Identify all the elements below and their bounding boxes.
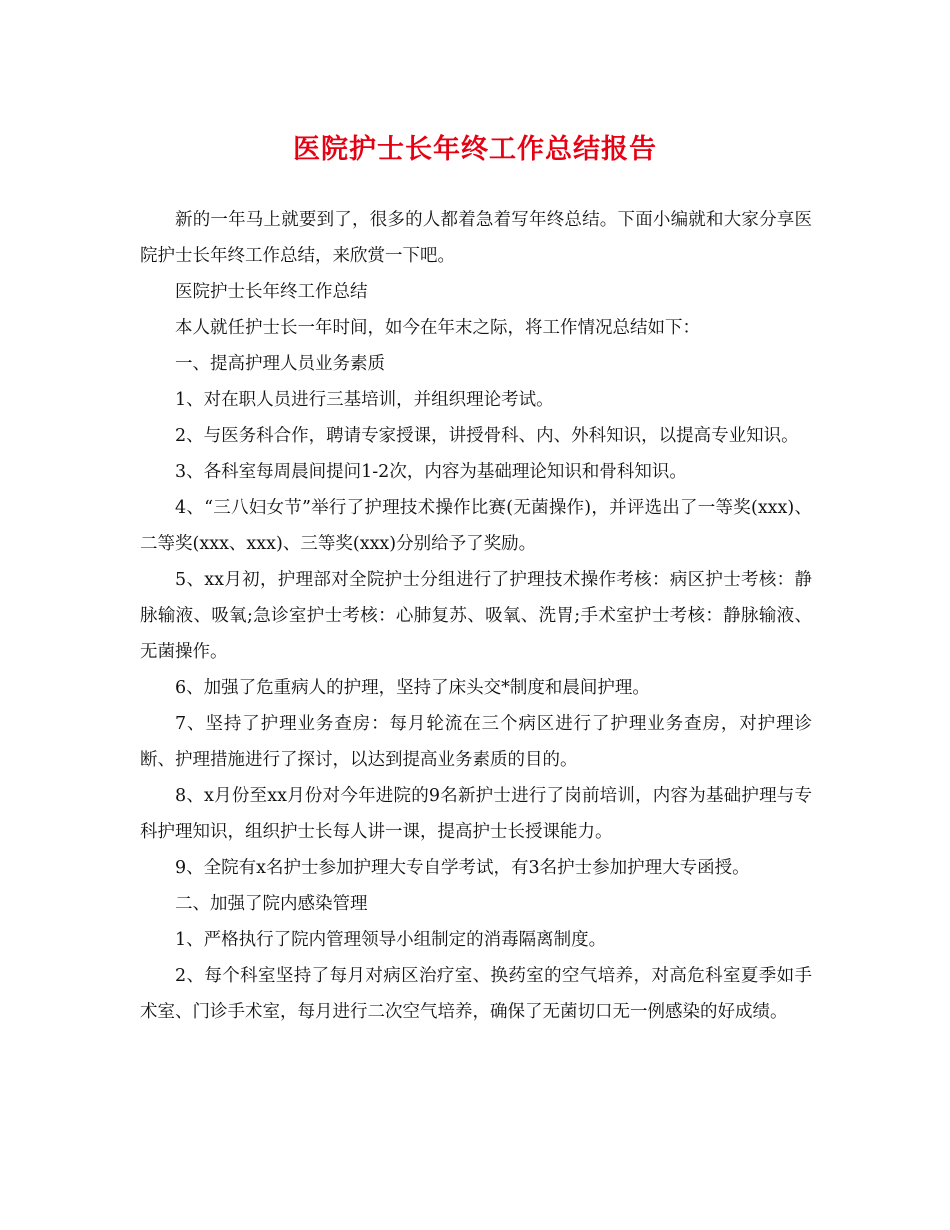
- paragraph-opening: 本人就任护士长一年时间，如今在年末之际，将工作情况总结如下：: [175, 318, 700, 338]
- list-item: 2、与医务科合作，聘请专家授课，讲授骨科、内、外科知识，以提高专业知识。: [175, 426, 799, 446]
- list-item: 2、每个科室坚持了每月对病区治疗室、换药室的空气培养，对高危科室夏季如手术室、门诊手术室，每月进行二次空气培养，确保了无菌切口无一例感染的好成绩。: [140, 966, 812, 1022]
- section-heading-1: 一、提高护理人员业务素质: [175, 354, 385, 374]
- list-item: 9、全院有x名护士参加护理大专自学考试，有3名护士参加护理大专函授。: [175, 858, 750, 878]
- document-title: 医院护士长年终工作总结报告: [293, 134, 657, 165]
- list-item: 6、加强了危重病人的护理，坚持了床头交*制度和晨间护理。: [175, 678, 650, 698]
- paragraph-subtitle: 医院护士长年终工作总结: [175, 282, 368, 302]
- list-item: 4、“三八妇女节”举行了护理技术操作比赛(无菌操作)，并评选出了一等奖(xxx)、二等奖(xxx、xxx)、三等奖(xxx)分别给予了奖励。: [140, 498, 812, 554]
- list-item: 3、各科室每周晨间提问1-2次，内容为基础理论知识和骨科知识。: [175, 462, 687, 482]
- list-item: 1、对在职人员进行三基培训，并组织理论考试。: [175, 390, 554, 410]
- list-item: 1、严格执行了院内管理领导小组制定的消毒隔离制度。: [175, 930, 607, 950]
- paragraph-intro: 新的一年马上就要到了，很多的人都着急着写年终总结。下面小编就和大家分享医院护士长年终工作总结，来欣赏一下吧。: [140, 210, 812, 266]
- list-item: 8、x月份至xx月份对今年进院的9名新护士进行了岗前培训，内容为基础护理与专科护理知识，组织护士长每人讲一课，提高护士长授课能力。: [140, 786, 812, 842]
- section-heading-2: 二、加强了院内感染管理: [175, 894, 368, 914]
- list-item: 5、xx月初，护理部对全院护士分组进行了护理技术操作考核：病区护士考核：静脉输液、吸氧;急诊室护士考核：心肺复苏、吸氧、洗胃;手术室护士考核：静脉输液、无菌操作。: [140, 570, 812, 662]
- document-body: [140, 202, 812, 1030]
- list-item: 7、坚持了护理业务查房：每月轮流在三个病区进行了护理业务查房，对护理诊断、护理措施进行了探讨，以达到提高业务素质的目的。: [140, 714, 812, 770]
